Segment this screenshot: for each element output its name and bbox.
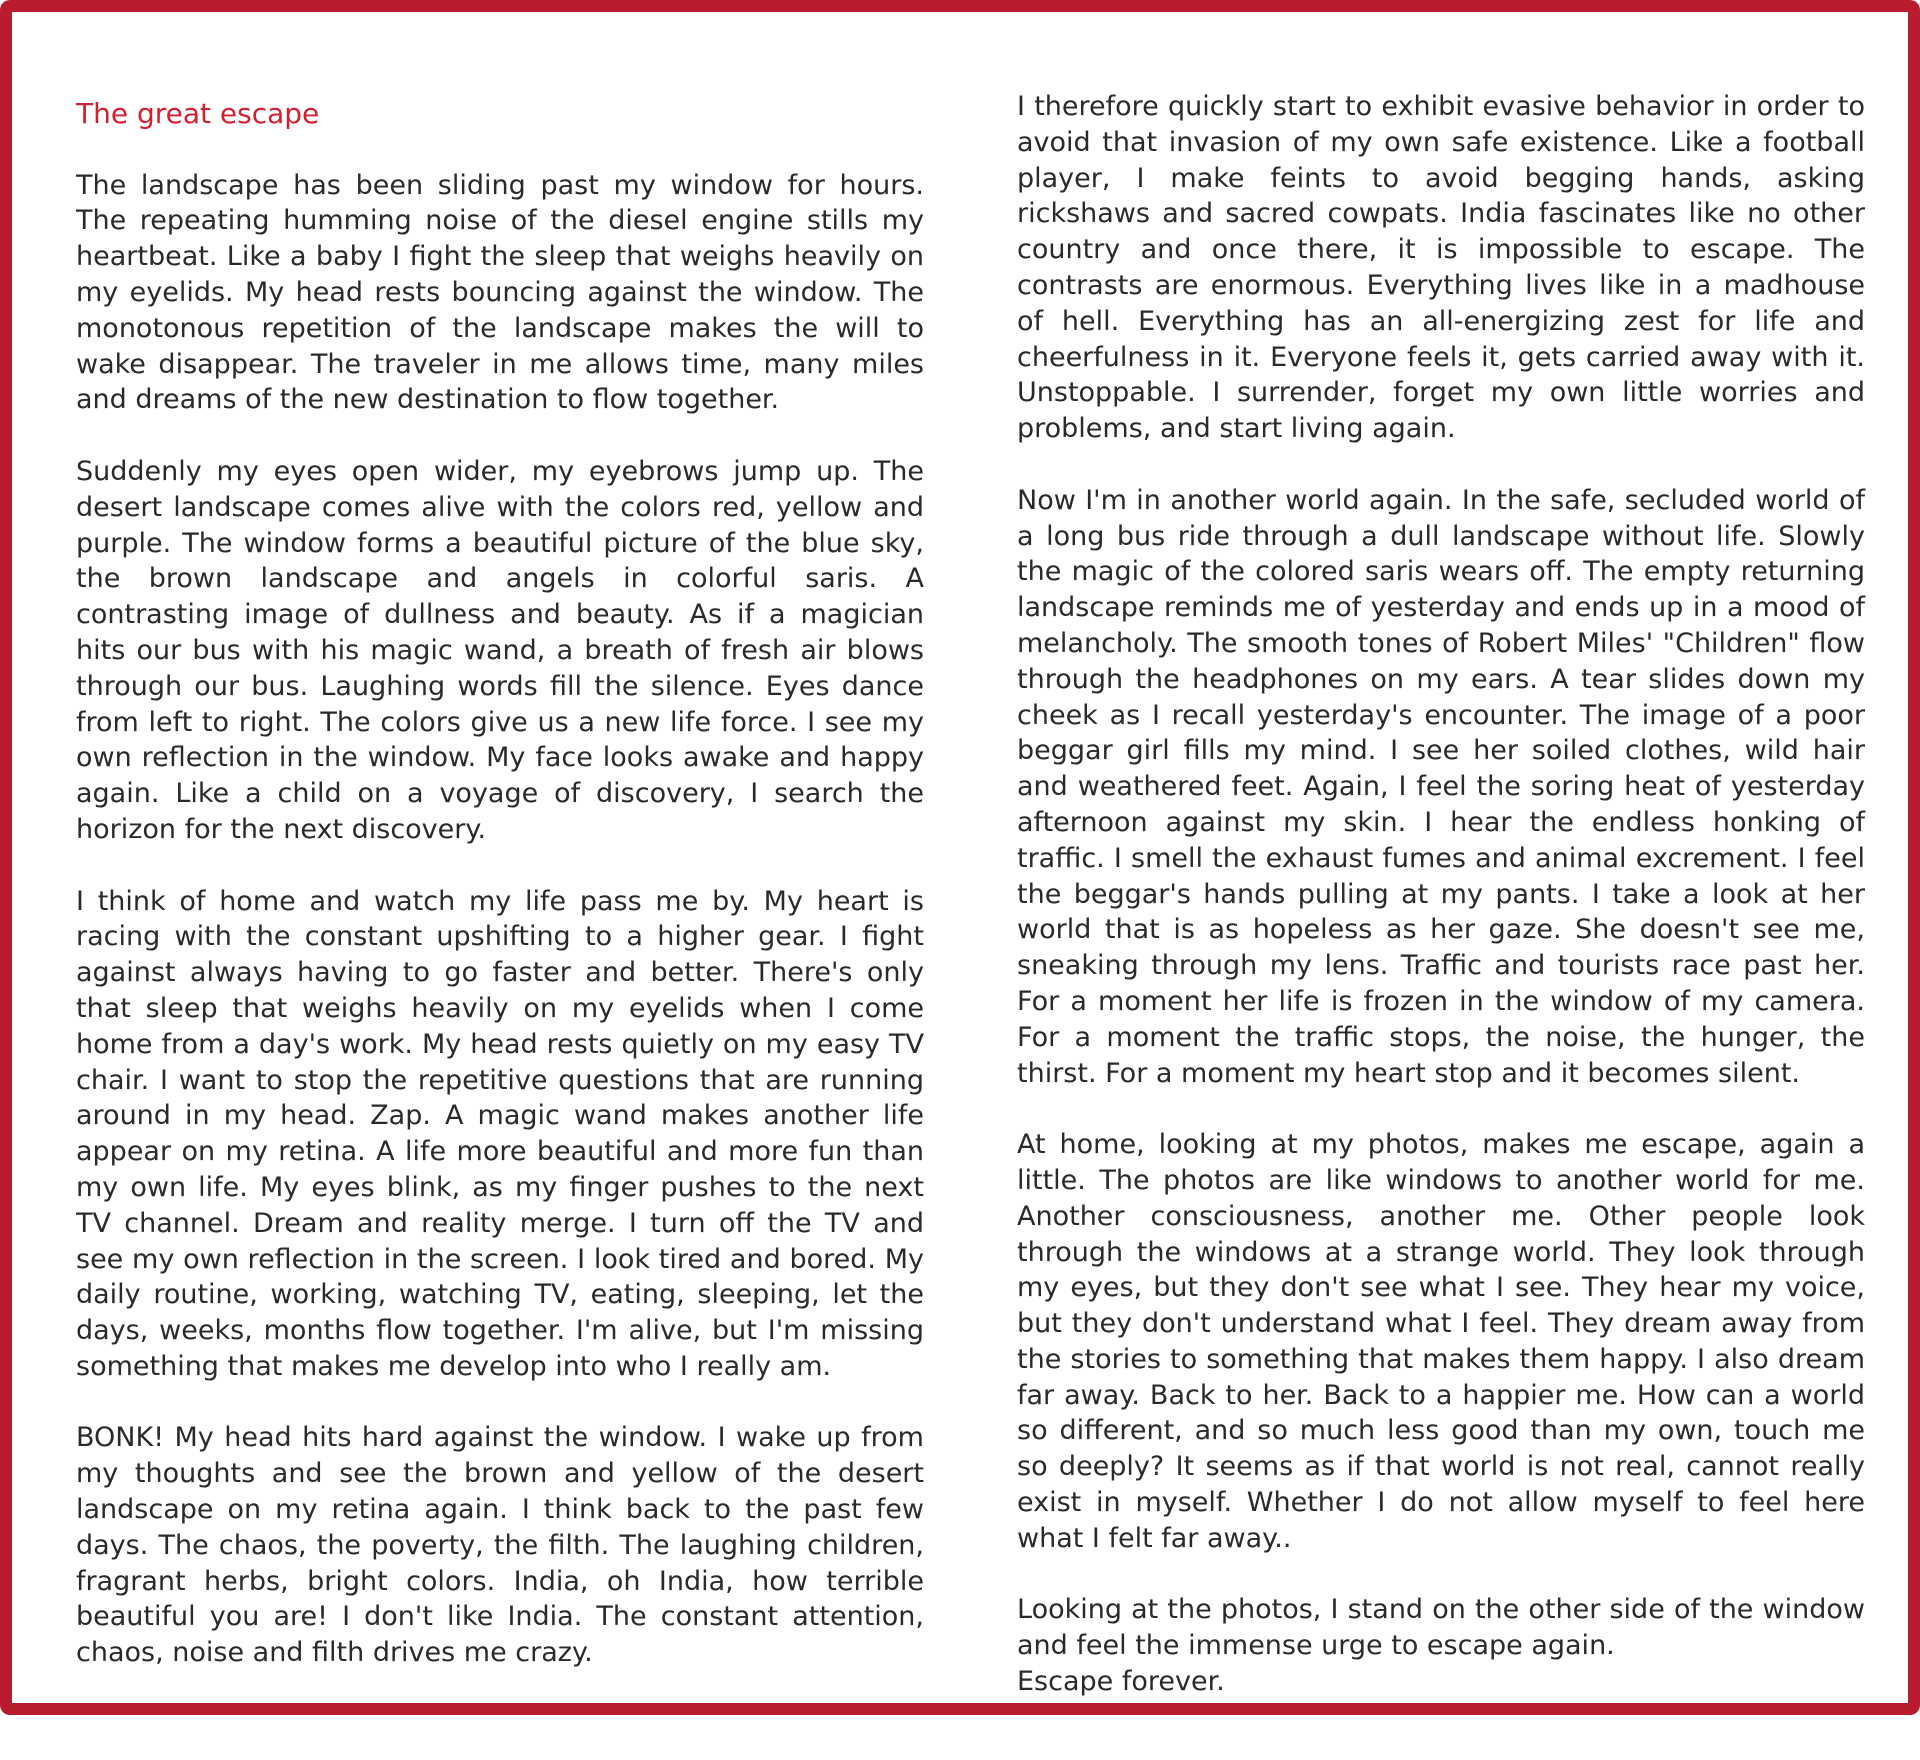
paragraph-4: BONK! My head hits hard against the window. I wake up from my thoughts and see the brown and yellow of the desert landscape on my retina again. I think back to the past few days. The chaos, the poverty, the filth. The laughing children, fragrant herbs, bright colors. India, oh India, how terrible beautiful you are! I don't like India. The constant attention, chaos, noise and filth drives me crazy. [76, 1422, 924, 1669]
left-column [76, 96, 924, 1671]
right-column [1017, 89, 1865, 1700]
paragraph-6: Now I'm in another world again. In the safe, secluded world of a long bus ride through a dull landscape without life. Slowly the magic of the colored saris wears off. The empty returning landscape reminds me of yesterday and ends up in a mood of melancholy. The smooth tones of Robert Miles' "Children" flow through the headphones on my ears. A tear slides down my cheek as I recall yesterday's encounter. The image of a poor beggar girl fills my mind. I see her soiled clothes, wild hair and weathered feet. Again, I feel the soring heat of yesterday afternoon against my skin. I hear the endless honking of traffic. I smell the exhaust fumes and animal excrement. I feel the beggar's hands pulling at my pants. I take a look at her world that is as hopeless as her gaze. She doesn't see me, sneaking through my lens. Traffic and tourists race past her. For a moment her life is frozen in the window of my camera. For a moment the traffic stops, the noise, the hunger, the thirst. For a moment my heart stop and it becomes silent. [1017, 484, 1865, 1089]
paragraph-7: At home, looking at my photos, makes me escape, again a little. The photos are like windows to another world for me. Another consciousness, another me. Other people look through the windows at a strange world. They look through my eyes, but they don't see what I see. They hear my voice, but they don't understand what I feel. They dream away from the stories to something that makes them happy. I also dream far away. Back to her. Back to a happier me. How can a world so different, and so much less good than my own, touch me so deeply? It seems as if that world is not real, cannot really exist in myself. Whether I do not allow myself to feel here what I felt far away.. [1017, 1129, 1865, 1554]
document-title: The great escape [76, 97, 320, 130]
paragraph-1: The landscape has been sliding past my window for hours. The repeating humming noise of the diesel engine stills my heartbeat. Like a baby I fight the sleep that weighs heavily on my eyelids. My head rests bouncing against the window. The monotonous repetition of the landscape makes the will to wake disappear. The traveler in me allows time, many miles and dreams of the new destination to flow together. [76, 169, 924, 416]
paragraph-3: I think of home and watch my life pass me by. My heart is racing with the constant upshifting to a higher gear. I fight against always having to go faster and better. There's only that sleep that weighs heavily on my eyelids when I come home from a day's work. My head rests quietly on my easy TV chair. I want to stop the repetitive questions that are running around in my head. Zap. A magic wand makes another life appear on my retina. A life more beautiful and more fun than my own life. My eyes blink, as my finger pushes to the next TV channel. Dream and reality merge. I turn off the TV and see my own reflection in the screen. I look tired and bored. My daily routine, working, watching TV, eating, sleeping, let the days, weeks, months flow together. I'm alive, but I'm missing something that makes me develop into who I really am. [76, 885, 924, 1382]
paragraph-8-text: Looking at the photos, I stand on the other side of the window and feel the immense urge to escape again. [1017, 1594, 1865, 1662]
paragraph-8 [1017, 1592, 1865, 1699]
paragraph-2: Suddenly my eyes open wider, my eyebrows jump up. The desert landscape comes alive with the colors red, yellow and purple. The window forms a beautiful picture of the blue sky, the brown landscape and angels in colorful saris. A contrasting image of dullness and beauty. As if a magician hits our bus with his magic wand, a breath of fresh air blows through our bus. Laughing words fill the silence. Eyes dance from left to right. The colors give us a new life force. I see my own reflection in the window. My face looks awake and happy again. Like a child on a voyage of discovery, I search the horizon for the next discovery. [76, 455, 924, 845]
closing-line: Escape forever. [1017, 1666, 1225, 1698]
paragraph-5: I therefore quickly start to exhibit evasive behavior in order to avoid that invasion of my own safe existence. Like a football player, I make feints to avoid begging hands, asking rickshaws and sacred cowpats. India fascinates like no other country and once there, it is impossible to escape. The contrasts are enormous. Everything lives like in a madhouse of hell. Everything has an all-energizing zest for life and cheerfulness in it. Everyone feels it, gets carried away with it. Unstoppable. I surrender, forget my own little worries and problems, and start living again. [1017, 91, 1865, 445]
